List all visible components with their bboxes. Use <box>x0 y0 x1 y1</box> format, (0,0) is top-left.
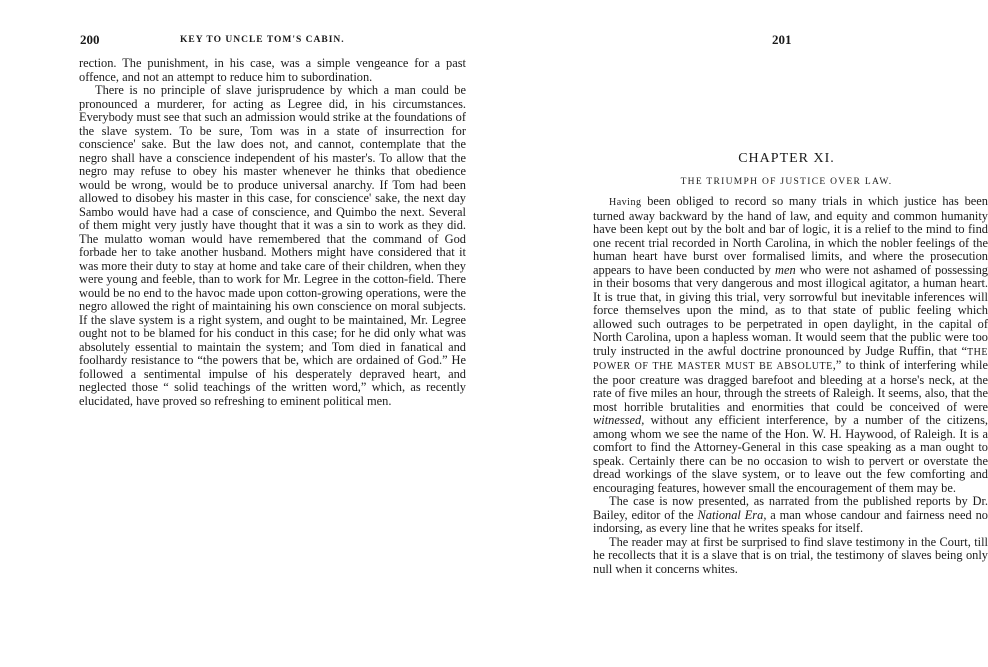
right-page <box>490 0 988 667</box>
italic-text: National Era <box>697 507 764 522</box>
text-run: ,” to think of interfering while the poor creature was dragged barefoot and bleeding at a horse's neck, at the rate of five miles an hour, through the streets of Raleigh. It seems, also, that the most horrible brutalities and enormities that could be conceived of were <box>593 358 988 414</box>
text-run: , a man whose candour and fairness need no indorsing, as every line that he writes speaks for itself. <box>593 507 988 535</box>
paragraph <box>593 195 988 495</box>
italic-text: witnessed <box>593 413 642 427</box>
paragraph: There is no principle of slave jurisprudence by which a man could be pronounced a murderer, for acting as Legree did, in his circumstances. Everybody must see that such an admission would strike at the foundations of the slave system. To be sure, Tom was in a state of insurrection for conscience' sake. But the law does not, and cannot, contemplate that the negro shall have a conscience independent of his master's. To allow that the negro may refuse to obey his master whenever he thinks that obedience would be wrong, would be to produce universal anarchy. If Tom had been allowed to disobey his master in this case, for conscience' sake, the next day Sambo would have had a case of conscience, and Quimbo the next. Several of them might very justly have thought that it was a sin to work as they did. The mulatto woman would have remembered that the command of God forbade her to take another husband. Mothers might have considered that it was more their duty to stay at home and take care of their children, when they were young and feeble, than to work for Mr. Legree in the cotton-field. There would be no end to the havoc made upon cotton-growing operations, were the negro allowed the right of maintaining his own conscience on moral subjects. If the slave system is a right system, and ought to be maintained, Mr. Legree ought not to be blamed for his conduct in this case; for he did only what was absolutely essential to maintain the system; and Tom died in fanatical and foolhardy resistance to “the powers that be, which are ordained of God.” He followed a sentimental impulse of his desperately depraved heart, and neglected those “ solid teachings of the written word,” which, as recently elucidated, have proved so refreshing to eminent political men. <box>79 83 466 408</box>
chapter-subtitle: THE TRIUMPH OF JUSTICE OVER LAW. <box>680 177 893 187</box>
small-caps-quote: THE POWER OF THE MASTER MUST BE ABSOLUTE <box>593 346 988 372</box>
body-text <box>79 57 466 408</box>
left-page <box>0 0 490 667</box>
text-run: been obliged to record so many trials in which justice has been turned away backward by the hand of law, and equity and common humanity have been kept out by the bolt and bar of logic, it is a relief to the mind to find one recent trial recorded in North Carolina, in which the nobler feelings of the human heart have burst over formalised limits, and where the prosecution appears to have been conducted by <box>593 194 988 277</box>
chapter-title: CHAPTER XI. <box>738 151 835 166</box>
text-run: The case is now presented, as narrated from the published reports by Dr. Bailey, editor of the <box>593 494 988 522</box>
text-run: , without any efficient interference, by a number of the citizens, among whom we see the name of the Hon. W. H. Haywood, of Raleigh. It is a comfort to find the Attorney-General in this case speaking as a man ought to speak. Certainly there can be no occasion to wish to pervert or overstate the dread workings of the slave system, or to leave out the few comforting and encouraging features, however small the encouragement of them may be. <box>593 413 988 495</box>
text-run: who were not ashamed of possessing in their bosoms that very dangerous and most illogical agitator, a human heart. It is true that, in giving this trial, very sorrowful but inevitable inferences will force themselves upon the mind, as to that state of public feeling which allowed such outrages to be perpetrated in open daylight, in the capital of North Carolina, upon a hapless woman. It would seem that the public were too truly instructed in the awful doctrine pronounced by Judge Ruffin, that “ <box>593 262 988 358</box>
opening-word: Having <box>609 197 642 208</box>
italic-text: men <box>775 262 796 277</box>
paragraph <box>593 495 988 536</box>
paragraph: The reader may at first be surprised to find slave testimony in the Court, till he recollects that it is a slave that is on trial, the testimony of slaves being only null when it concerns whites. <box>593 534 988 576</box>
page-number: 201 <box>772 32 792 47</box>
paragraph: rection. The punishment, in his case, was a simple vengeance for a past offence, and not an attempt to reduce him to subordination. <box>79 56 466 84</box>
page-number: 200 <box>80 32 100 47</box>
body-text <box>593 195 988 576</box>
running-title: KEY TO UNCLE TOM'S CABIN. <box>180 35 345 45</box>
